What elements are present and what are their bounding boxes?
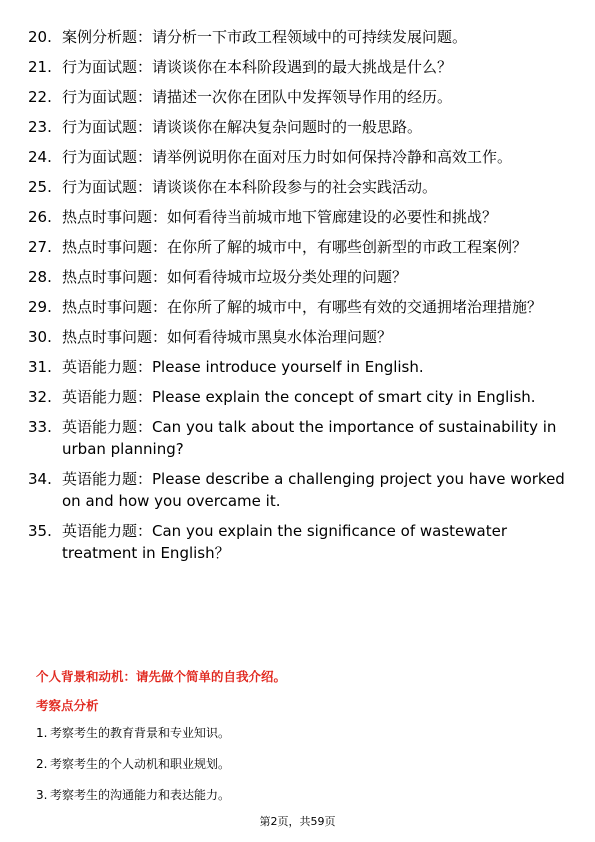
question-item (28, 520, 568, 564)
analysis-number: 3. (36, 788, 48, 802)
question-text: 英语能力题：Can you explain the significance of wastewater treatment in English？ (62, 522, 507, 562)
analysis-heading-text: 考察点分析 (36, 698, 99, 713)
question-text: 热点时事问题：在你所了解的城市中，有哪些有效的交通拥堵治理措施？ (62, 298, 543, 316)
question-item (28, 176, 568, 198)
question-item (28, 326, 568, 348)
question-item (28, 56, 568, 78)
analysis-text: 考察考生的教育背景和专业知识。 (50, 726, 231, 740)
question-text: 行为面试题：请描述一次你在团队中发挥领导作用的经历。 (62, 88, 453, 106)
question-item (28, 26, 568, 48)
analysis-number: 1. (36, 726, 48, 740)
question-number: 26. (28, 208, 52, 226)
analysis-list (36, 724, 566, 817)
question-number: 25. (28, 178, 52, 196)
question-text: 热点时事问题：在你所了解的城市中，有哪些创新型的市政工程案例？ (62, 238, 528, 256)
question-item (28, 356, 568, 378)
question-number: 34. (28, 470, 52, 488)
question-text: 行为面试题：请举例说明你在面对压力时如何保持冷静和高效工作。 (62, 148, 513, 166)
analysis-item (36, 786, 566, 804)
question-item (28, 146, 568, 168)
analysis-number: 2. (36, 757, 48, 771)
question-number: 21. (28, 58, 52, 76)
question-text: 行为面试题：请谈谈你在本科阶段遇到的最大挑战是什么？ (62, 58, 453, 76)
analysis-item (36, 755, 566, 773)
section-title-text: 个人背景和动机：请先做个简单的自我介绍。 (36, 669, 287, 684)
question-text: 英语能力题：Please introduce yourself in English. (62, 358, 424, 376)
question-number: 22. (28, 88, 52, 106)
question-number: 23. (28, 118, 52, 136)
question-list (28, 26, 568, 572)
question-text: 热点时事问题：如何看待城市垃圾分类处理的问题？ (62, 268, 408, 286)
question-number: 27. (28, 238, 52, 256)
question-number: 31. (28, 358, 52, 376)
analysis-text: 考察考生的沟通能力和表达能力。 (50, 788, 231, 802)
question-text: 案例分析题：请分析一下市政工程领域中的可持续发展问题。 (62, 28, 468, 46)
question-text: 英语能力题：Please describe a challenging project you have worked on and how you overcame it. (62, 470, 565, 510)
question-number: 35. (28, 522, 52, 540)
question-text: 行为面试题：请谈谈你在本科阶段参与的社会实践活动。 (62, 178, 438, 196)
question-item (28, 296, 568, 318)
question-number: 28. (28, 268, 52, 286)
question-text: 热点时事问题：如何看待当前城市地下管廊建设的必要性和挑战？ (62, 208, 498, 226)
analysis-heading (36, 697, 566, 715)
question-number: 33. (28, 418, 52, 436)
question-number: 30. (28, 328, 52, 346)
question-text: 英语能力题：Can you talk about the importance of sustainability in urban planning? (62, 418, 557, 458)
question-text: 热点时事问题：如何看待城市黑臭水体治理问题？ (62, 328, 393, 346)
section-title (36, 668, 566, 686)
question-number: 20. (28, 28, 52, 46)
question-item (28, 266, 568, 288)
analysis-item (36, 724, 566, 742)
question-item (28, 236, 568, 258)
page-footer: 第2页，共59页 (259, 815, 336, 828)
question-item (28, 86, 568, 108)
question-number: 24. (28, 148, 52, 166)
question-text: 行为面试题：请谈谈你在解决复杂问题时的一般思路。 (62, 118, 423, 136)
question-number: 29. (28, 298, 52, 316)
question-item (28, 206, 568, 228)
question-item (28, 416, 568, 460)
analysis-text: 考察考生的个人动机和职业规划。 (50, 757, 231, 771)
question-text: 英语能力题：Please explain the concept of smart city in English. (62, 388, 536, 406)
question-item (28, 468, 568, 512)
question-number: 32. (28, 388, 52, 406)
question-item (28, 386, 568, 408)
question-item (28, 116, 568, 138)
